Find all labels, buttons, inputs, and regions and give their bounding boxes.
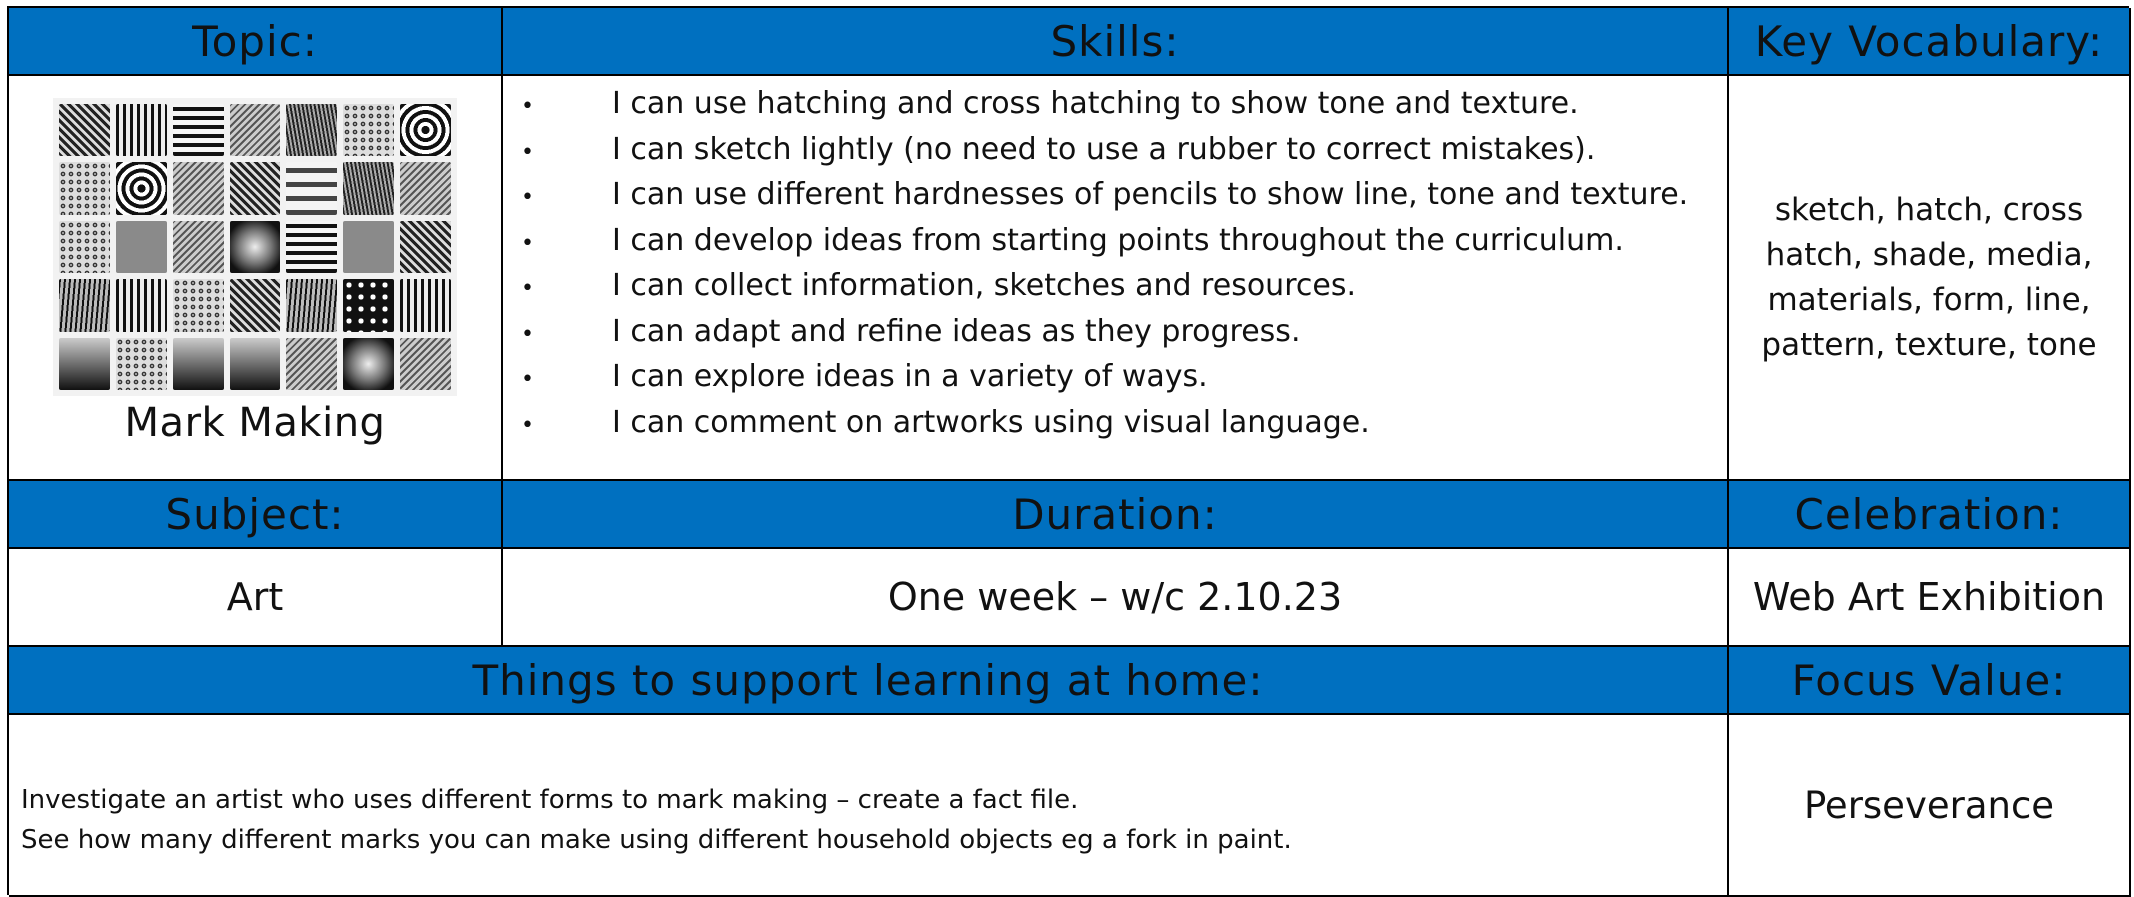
subject-value: Art — [9, 549, 503, 647]
list-item — [521, 268, 1688, 314]
bullet-icon: • — [521, 276, 534, 301]
skill-text: I can use hatching and cross hatching to show tone and texture. — [612, 86, 1579, 121]
focus-value-header: Focus Value: — [1729, 647, 2131, 715]
support-line: Investigate an artist who uses different forms to mark making – create a fact file. — [21, 785, 1079, 815]
bullet-icon: • — [521, 94, 534, 119]
skills-cell — [503, 76, 1729, 481]
celebration-value: Web Art Exhibition — [1729, 549, 2131, 647]
duration-value: One week – w/c 2.10.23 — [503, 549, 1729, 647]
celebration-header: Celebration: — [1729, 481, 2131, 549]
skill-text: I can collect information, sketches and resources. — [612, 268, 1356, 303]
topic-header: Topic: — [9, 8, 503, 76]
bullet-icon: • — [521, 185, 534, 210]
list-item — [521, 314, 1688, 360]
list-item — [521, 405, 1688, 451]
skill-text: I can adapt and refine ideas as they progress. — [612, 313, 1301, 349]
support-line: See how many different marks you can make using different household objects eg a fork in paint. — [21, 825, 1292, 855]
topic-cell — [9, 76, 503, 481]
skills-header: Skills: — [503, 8, 1729, 76]
subject-header: Subject: — [9, 481, 503, 549]
support-header: Things to support learning at home: — [9, 647, 1729, 715]
skills-list — [521, 86, 1688, 450]
mark-making-samples-image — [53, 98, 457, 396]
list-item — [521, 177, 1688, 223]
skill-text: I can sketch lightly (no need to use a rubber to correct mistakes). — [612, 131, 1596, 167]
bullet-icon: • — [521, 412, 534, 438]
list-item — [521, 132, 1688, 178]
bullet-icon: • — [521, 321, 534, 347]
duration-header: Duration: — [503, 481, 1729, 549]
skill-text: I can comment on artworks using visual language. — [612, 404, 1370, 440]
topic-label: Mark Making — [124, 400, 386, 446]
bullet-icon: • — [521, 230, 534, 256]
bullet-icon: • — [521, 367, 534, 392]
list-item — [521, 86, 1688, 132]
list-item — [521, 223, 1688, 269]
vocabulary-header: Key Vocabulary: — [1729, 8, 2131, 76]
support-cell — [9, 715, 1729, 897]
skill-text: I can explore ideas in a variety of ways. — [612, 359, 1208, 394]
skill-text: I can develop ideas from starting points throughout the curriculum. — [612, 222, 1624, 258]
topic-overview-table — [7, 6, 2129, 895]
focus-value: Perseverance — [1729, 715, 2131, 897]
bullet-icon: • — [521, 139, 534, 165]
vocabulary-cell: sketch, hatch, cross hatch, shade, media, materials, form, line, pattern, texture, tone — [1729, 76, 2131, 481]
skill-text: I can use different hardnesses of pencils to show line, tone and texture. — [612, 177, 1689, 212]
list-item — [521, 359, 1688, 405]
